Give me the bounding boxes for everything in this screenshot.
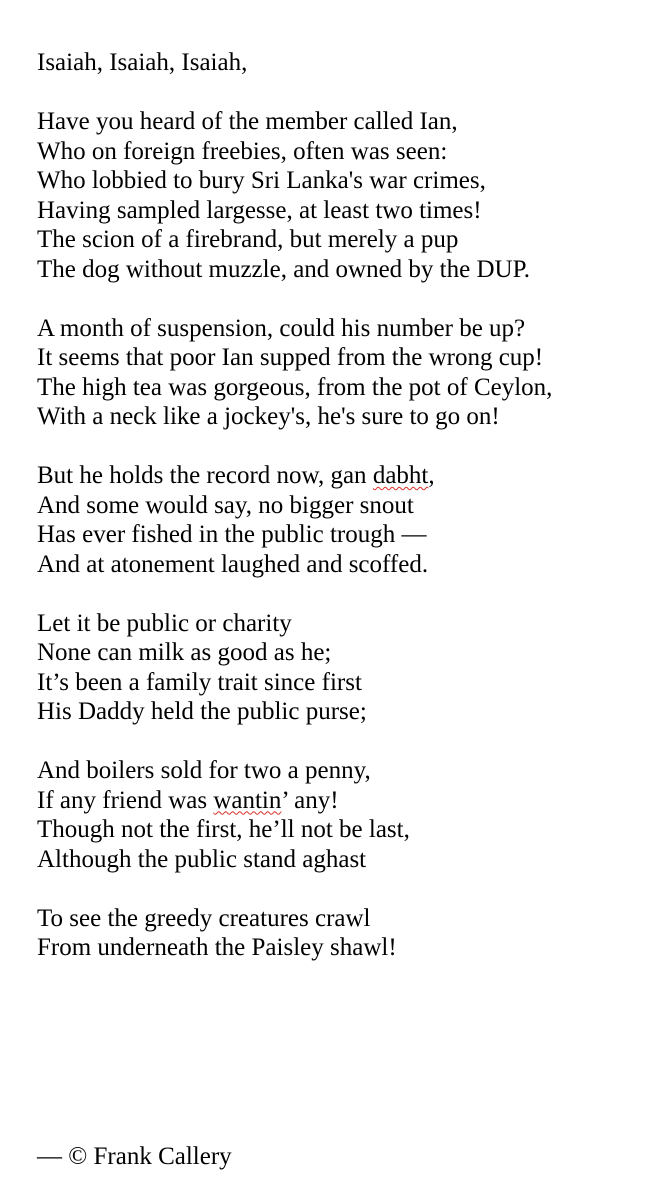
poem-line: Who lobbied to bury Sri Lanka's war crimes, [37, 167, 486, 194]
poem-line [37, 461, 667, 491]
poem-line: The high tea was gorgeous, from the pot of Ceylon, [37, 373, 553, 401]
poem-line: It’s been a family trait since first [37, 668, 362, 696]
poem-line: The scion of a firebrand, but merely a pup [37, 226, 459, 253]
poem-line: From underneath the Paisley shawl! [37, 934, 397, 961]
stanza-3 [37, 314, 667, 432]
poem-line: And boilers sold for two a penny, [37, 757, 371, 784]
stanza-5 [37, 609, 667, 727]
poem-line: Who on foreign freebies, often was seen: [37, 137, 448, 165]
stanza-gap [37, 432, 667, 462]
poem-line: Has ever fished in the public trough — [37, 521, 427, 548]
poem-line: To see the greedy creatures crawl [37, 904, 371, 932]
poem-line: Having sampled largesse, at least two times! [37, 196, 482, 224]
poem-line: Although the public stand aghast [37, 845, 367, 873]
stanza-4 [37, 461, 667, 579]
poem-line [37, 786, 667, 816]
spellcheck-flagged-word[interactable]: dabht [372, 462, 429, 489]
poem-line: It seems that poor Ian supped from the wrong cup! [37, 344, 544, 371]
poem-line: With a neck like a jockey's, he's sure to go on! [37, 403, 500, 430]
poem-line: The dog without muzzle, and owned by the DUP. [37, 255, 530, 283]
stanza-2 [37, 107, 667, 284]
poem-line: A month of suspension, could his number be up? [37, 314, 526, 342]
stanza-6 [37, 756, 667, 874]
poem-line: Though not the first, he’ll not be last, [37, 816, 410, 843]
stanza-1 [37, 48, 667, 78]
line-text: If any friend was [37, 786, 214, 814]
poem-line: Let it be public or charity [37, 609, 292, 637]
poem-line: And some would say, no bigger snout [37, 491, 414, 519]
poem-line: His Daddy held the public purse; [37, 698, 367, 725]
stanza-gap [37, 727, 667, 757]
stanza-gap [37, 579, 667, 609]
poem-line: Isaiah, Isaiah, Isaiah, [37, 49, 248, 76]
stanza-gap [37, 284, 667, 314]
poem-line: Have you heard of the member called Ian, [37, 108, 458, 135]
spellcheck-flagged-word[interactable]: wantin [213, 786, 282, 814]
line-text: , [428, 462, 435, 489]
line-text: But he holds the record now, gan [37, 462, 373, 489]
stanza-7 [37, 904, 667, 963]
poem-body [37, 48, 667, 963]
line-text: ’ any! [281, 786, 339, 814]
author-credit: — © Frank Callery [37, 1143, 232, 1170]
poem-line: And at atonement laughed and scoffed. [37, 550, 429, 578]
stanza-gap [37, 874, 667, 904]
stanza-gap [37, 78, 667, 108]
poem-line: None can milk as good as he; [37, 639, 332, 666]
